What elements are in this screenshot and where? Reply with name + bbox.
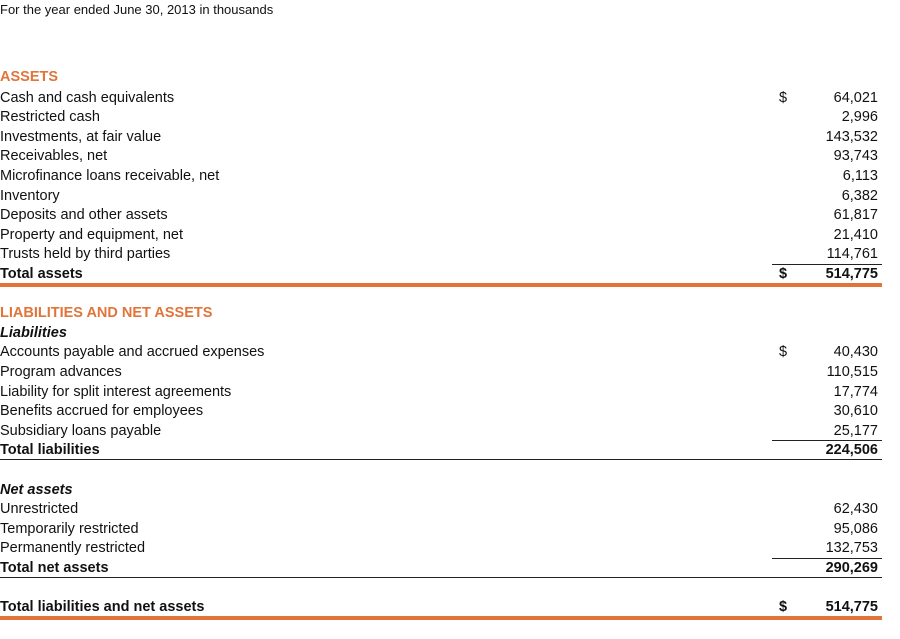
liability-label: Program advances (0, 364, 122, 380)
liability-label: Liability for split interest agreements (0, 384, 232, 400)
orange-divider (0, 616, 882, 620)
asset-value: 61,817 (833, 207, 878, 223)
total-assets-label: Total assets (0, 266, 83, 282)
net-asset-label: Permanently restricted (0, 540, 146, 556)
currency-symbol: $ (779, 344, 788, 360)
assets-section-title: ASSETS (0, 69, 59, 85)
currency-symbol: $ (779, 599, 788, 615)
net-asset-label: Unrestricted (0, 501, 79, 517)
net-asset-label: Temporarily restricted (0, 521, 139, 537)
liability-label: Benefits accrued for employees (0, 403, 204, 419)
asset-label: Cash and cash equivalents (0, 90, 175, 106)
total-liabilities-value: 224,506 (825, 442, 878, 458)
total-assets-value: 514,775 (825, 266, 878, 282)
total-rule (0, 459, 882, 460)
asset-label: Inventory (0, 188, 60, 204)
asset-value: 143,532 (825, 129, 878, 145)
liability-label: Accounts payable and accrued expenses (0, 344, 265, 360)
asset-label: Deposits and other assets (0, 207, 168, 223)
currency-symbol: $ (779, 266, 788, 282)
grand-total-value: 514,775 (825, 599, 878, 615)
liability-value: 40,430 (833, 344, 878, 360)
asset-label: Property and equipment, net (0, 227, 183, 243)
asset-label: Microfinance loans receivable, net (0, 168, 220, 184)
total-net-assets-label: Total net assets (0, 560, 109, 576)
asset-label: Investments, at fair value (0, 129, 162, 145)
asset-value: 2,996 (841, 109, 878, 125)
asset-value: 6,113 (842, 168, 878, 184)
asset-label: Trusts held by third parties (0, 246, 171, 262)
liability-value: 25,177 (833, 423, 878, 439)
asset-value: 6,382 (841, 188, 878, 204)
grand-total-label: Total liabilities and net assets (0, 599, 205, 615)
liability-value: 110,515 (826, 364, 878, 380)
asset-label: Receivables, net (0, 148, 108, 164)
liability-value: 17,774 (833, 384, 878, 400)
asset-value: 64,021 (833, 90, 878, 106)
asset-value: 21,410 (833, 227, 878, 243)
orange-divider (0, 283, 882, 287)
total-rule (0, 577, 882, 578)
asset-value: 114,761 (826, 246, 878, 262)
net-asset-value: 95,086 (833, 521, 878, 537)
liability-value: 30,610 (833, 403, 878, 419)
statement-header: For the year ended June 30, 2013 in thousands (0, 2, 274, 17)
net-assets-subtitle: Net assets (0, 482, 73, 498)
net-asset-value: 62,430 (833, 501, 878, 517)
liabilities-subtitle: Liabilities (0, 325, 67, 341)
liability-label: Subsidiary loans payable (0, 423, 162, 439)
asset-label: Restricted cash (0, 109, 100, 125)
net-asset-value: 132,753 (825, 540, 878, 556)
asset-value: 93,743 (833, 148, 878, 164)
total-liabilities-label: Total liabilities (0, 442, 100, 458)
currency-symbol: $ (779, 90, 788, 106)
liabilities-section-title: LIABILITIES AND NET ASSETS (0, 305, 213, 321)
total-net-assets-value: 290,269 (825, 560, 878, 576)
